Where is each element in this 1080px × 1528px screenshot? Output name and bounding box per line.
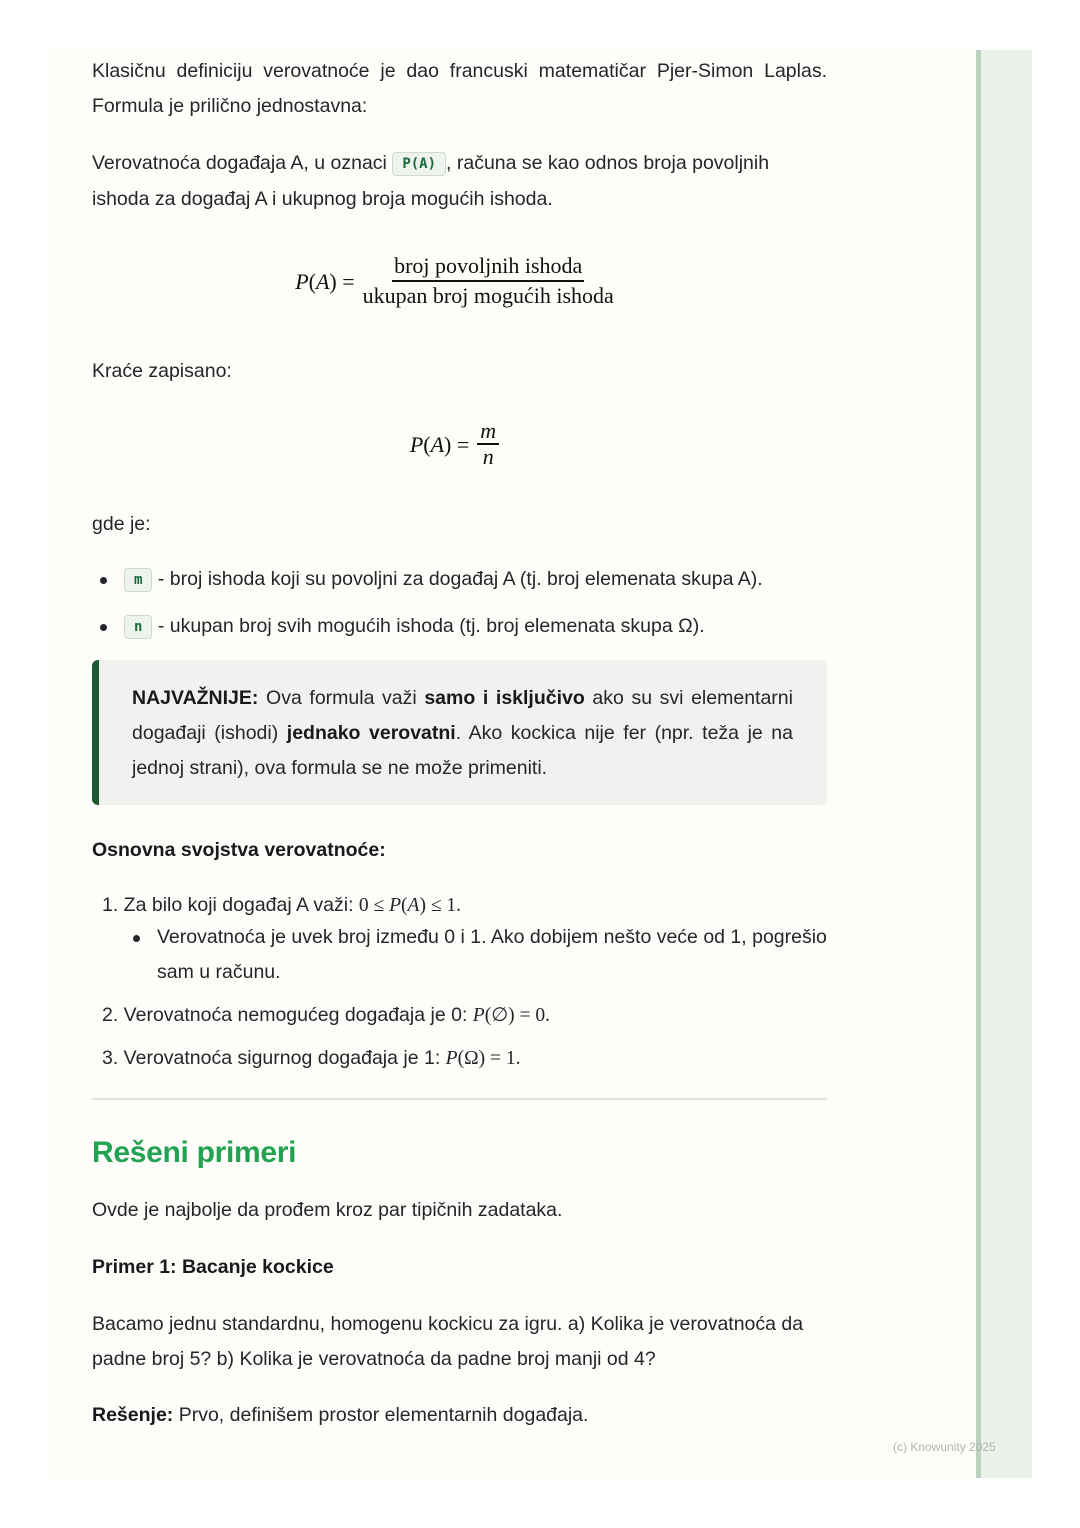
short-formula-fraction <box>477 419 499 469</box>
solved-examples-heading: Rešeni primeri <box>92 1136 297 1169</box>
definition-item-m <box>124 562 827 598</box>
callout-bold-2: jednako verovatni <box>286 722 456 744</box>
definition-item-n <box>124 609 827 645</box>
example-1-title-text: Primer 1: Bacanje kockice <box>92 1256 334 1278</box>
inline-code-m: m <box>124 568 152 592</box>
inline-code-pa: P(A) <box>392 152 446 176</box>
callout-text <box>132 681 793 786</box>
property-1-math: 0 ≤ P(A) ≤ 1. <box>358 895 462 916</box>
short-form-label: Kraće zapisano: <box>92 360 232 382</box>
property-2-text: 2. Verovatnoća nemogućeg događaja je 0: <box>102 1004 473 1026</box>
property-1-note: Verovatnoća je uvek broj između 0 i 1. Ako dobijem nešto veće od 1, pogrešio sam u računu. <box>157 920 827 990</box>
callout-label: NAJVAŽNIJE: <box>132 687 259 709</box>
property-item-3 <box>102 1041 827 1076</box>
formula-denominator: ukupan broj mogućih ishoda <box>362 283 614 308</box>
laplace-formula <box>82 253 827 310</box>
document-content <box>92 54 827 1433</box>
property-1-sublist <box>102 920 827 990</box>
callout-bold-1: samo i isključivo <box>424 687 585 709</box>
formula-lhs: P(A) = <box>295 269 355 294</box>
example-1-text: Bacamo jednu standardnu, homogenu kockicu za igru. a) Kolika je verovatnoća da padne broj 5? b) Kolika je verovatnoća da padne broj manji od 4? <box>92 1313 804 1370</box>
important-callout <box>92 660 827 805</box>
property-item-1 <box>102 888 827 990</box>
definition-n-text: - ukupan broj svih mogućih ishoda (tj. broj elemenata skupa Ω). <box>152 615 705 637</box>
property-3-text: 3. Verovatnoća sigurnog događaja je 1: <box>102 1047 446 1069</box>
callout-text-1: Ova formula važi <box>258 687 425 709</box>
solution-paragraph <box>92 1398 827 1433</box>
example-1-title <box>92 1250 827 1285</box>
properties-list <box>92 888 827 1076</box>
solution-text: Prvo, definišem prostor elementarnih događaja. <box>173 1404 589 1426</box>
where-label: gde je: <box>92 513 151 535</box>
section-divider <box>92 1098 827 1100</box>
intro-paragraph: Klasičnu definiciju verovatnoće je dao francuski matematičar Pjer-Simon Laplas. Formula je prilično jednostavna: <box>92 60 827 117</box>
short-formula-numerator: m <box>477 419 499 445</box>
side-margin-strip <box>976 50 1032 1478</box>
inline-code-n: n <box>124 615 152 639</box>
solved-intro: Ovde je najbolje da prođem kroz par tipičnih zadataka. <box>92 1199 563 1221</box>
callout-text-3: . Ako kockica nije fer (npr. teža je na jednoj strani), ova formula se ne može primeniti. <box>132 722 793 779</box>
definition-m-text: - broj ishoda koji su povoljni za događaj A (tj. broj elemenata skupa A). <box>152 568 763 590</box>
copyright-watermark: (c) Knowunity 2025 <box>893 1440 996 1454</box>
formula-fraction <box>363 253 614 310</box>
short-formula <box>82 419 827 469</box>
property-item-2 <box>102 998 827 1033</box>
definition-paragraph <box>92 146 827 217</box>
property-2-math: P(∅) = 0. <box>472 1005 551 1026</box>
callout-text-2: ako su svi elementarni događaji (ishodi) <box>132 687 793 744</box>
properties-heading <box>92 833 827 868</box>
property-3-math: P(Ω) = 1. <box>445 1048 521 1069</box>
short-formula-denominator: n <box>482 444 494 469</box>
definition-text-end: , računa se kao odnos broja povoljnih ishoda za događaj A i ukupnog broja mogućih ishoda. <box>92 152 770 210</box>
solution-label: Rešenje: <box>92 1404 174 1426</box>
formula-numerator: broj povoljnih ishoda <box>392 253 584 282</box>
definitions-list <box>92 562 827 645</box>
properties-heading-text: Osnovna svojstva verovatnoće: <box>92 839 386 861</box>
short-formula-lhs: P(A) = <box>409 431 470 457</box>
definition-text-start: Verovatnoća događaja A, u oznaci <box>92 152 387 174</box>
property-1-text: 1. Za bilo koji događaj A važi: <box>102 894 359 916</box>
